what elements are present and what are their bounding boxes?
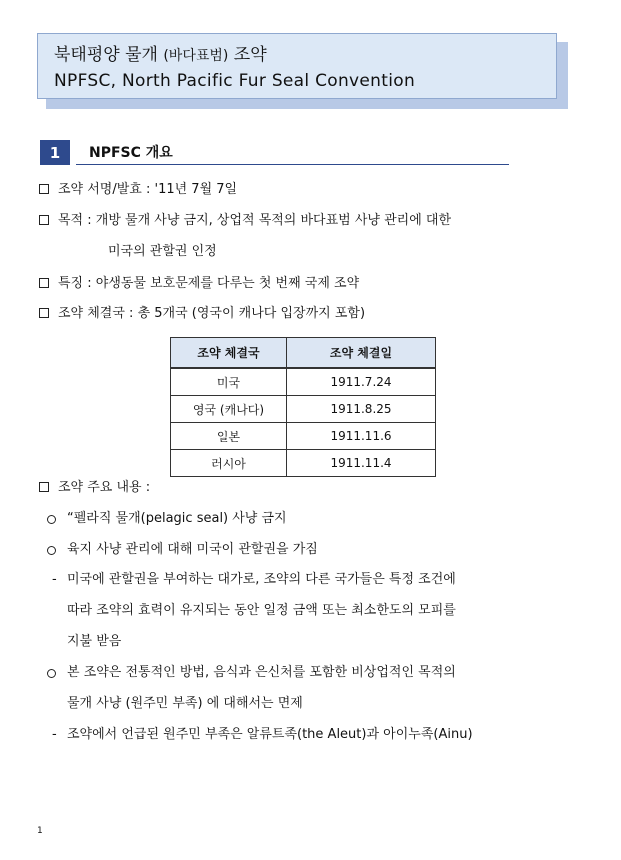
contents-item-exemption-continued: 물개 사냥 (원주민 부족) 에 대해서는 면제 — [67, 696, 303, 711]
contents-subitem-indigenous-tribes: 조약에서 언급된 원주민 부족은 알류트족(the Aleut)과 아이누족(Ainu) — [67, 727, 473, 742]
table-header-row — [171, 338, 436, 369]
table-row — [171, 396, 436, 423]
contents-subitem-compensation: 미국에 관할권을 부여하는 대가로, 조약의 다른 국가들은 특정 조건에 — [67, 572, 456, 587]
table-row — [171, 368, 436, 396]
table-cell-party: 러시아 — [171, 450, 287, 477]
title-box — [37, 33, 557, 99]
contents-subitem-compensation-end: 지불 받음 — [67, 634, 122, 649]
circle-bullet-icon — [47, 546, 56, 555]
section-underline — [76, 164, 509, 165]
contents-item-pelagic: “펠라직 물개(pelagic seal) 사냥 금지 — [67, 511, 287, 526]
column-header-date: 조약 체결일 — [287, 338, 436, 369]
bullet-parties: 조약 체결국 : 총 5개국 (영국이 캐나다 입장까지 포함) — [39, 305, 365, 323]
bullet-purpose-continued: 미국의 관할권 인정 — [108, 244, 217, 259]
dash-bullet-icon: - — [52, 572, 57, 587]
circle-bullet-icon — [47, 515, 56, 524]
contents-subitem-compensation-continued: 따라 조약의 효력이 유지되는 동안 일정 금액 또는 최소한도의 모피를 — [67, 603, 456, 618]
table-row — [171, 423, 436, 450]
bullet-feature: 특징 : 야생동물 보호문제를 다루는 첫 번째 국제 조약 — [39, 275, 359, 293]
table-cell-date: 1911.11.4 — [287, 450, 436, 477]
checkbox-square-icon — [39, 308, 49, 318]
column-header-party: 조약 체결국 — [171, 338, 287, 369]
section-title: NPFSC 개요 — [89, 145, 173, 161]
circle-bullet-icon — [47, 669, 56, 678]
treaty-parties-table — [170, 337, 436, 477]
checkbox-square-icon — [39, 482, 49, 492]
bullet-contents-heading: 조약 주요 내용 : — [39, 479, 150, 497]
table-cell-party: 영국 (캐나다) — [171, 396, 287, 423]
title-korean: 북태평양 물개 (바다표범) 조약 — [54, 45, 267, 65]
table-row — [171, 450, 436, 477]
page-number: 1 — [37, 826, 43, 836]
checkbox-square-icon — [39, 184, 49, 194]
contents-item-land-hunting: 육지 사냥 관리에 대해 미국이 관할권을 가짐 — [67, 542, 318, 557]
dash-bullet-icon: - — [52, 727, 57, 742]
checkbox-square-icon — [39, 215, 49, 225]
title-english: NPFSC, North Pacific Fur Seal Convention — [54, 71, 416, 91]
section-number-badge: 1 — [40, 140, 70, 165]
bullet-purpose: 목적 : 개방 물개 사냥 금지, 상업적 목적의 바다표범 사냥 관리에 대한 — [39, 212, 451, 230]
bullet-signed: 조약 서명/발효 : '11년 7월 7일 — [39, 181, 237, 199]
contents-item-exemption: 본 조약은 전통적인 방법, 음식과 은신처를 포함한 비상업적인 목적의 — [67, 665, 456, 680]
table-cell-party: 일본 — [171, 423, 287, 450]
checkbox-square-icon — [39, 278, 49, 288]
table-cell-date: 1911.7.24 — [287, 368, 436, 396]
table-cell-party: 미국 — [171, 368, 287, 396]
table-cell-date: 1911.11.6 — [287, 423, 436, 450]
table-cell-date: 1911.8.25 — [287, 396, 436, 423]
